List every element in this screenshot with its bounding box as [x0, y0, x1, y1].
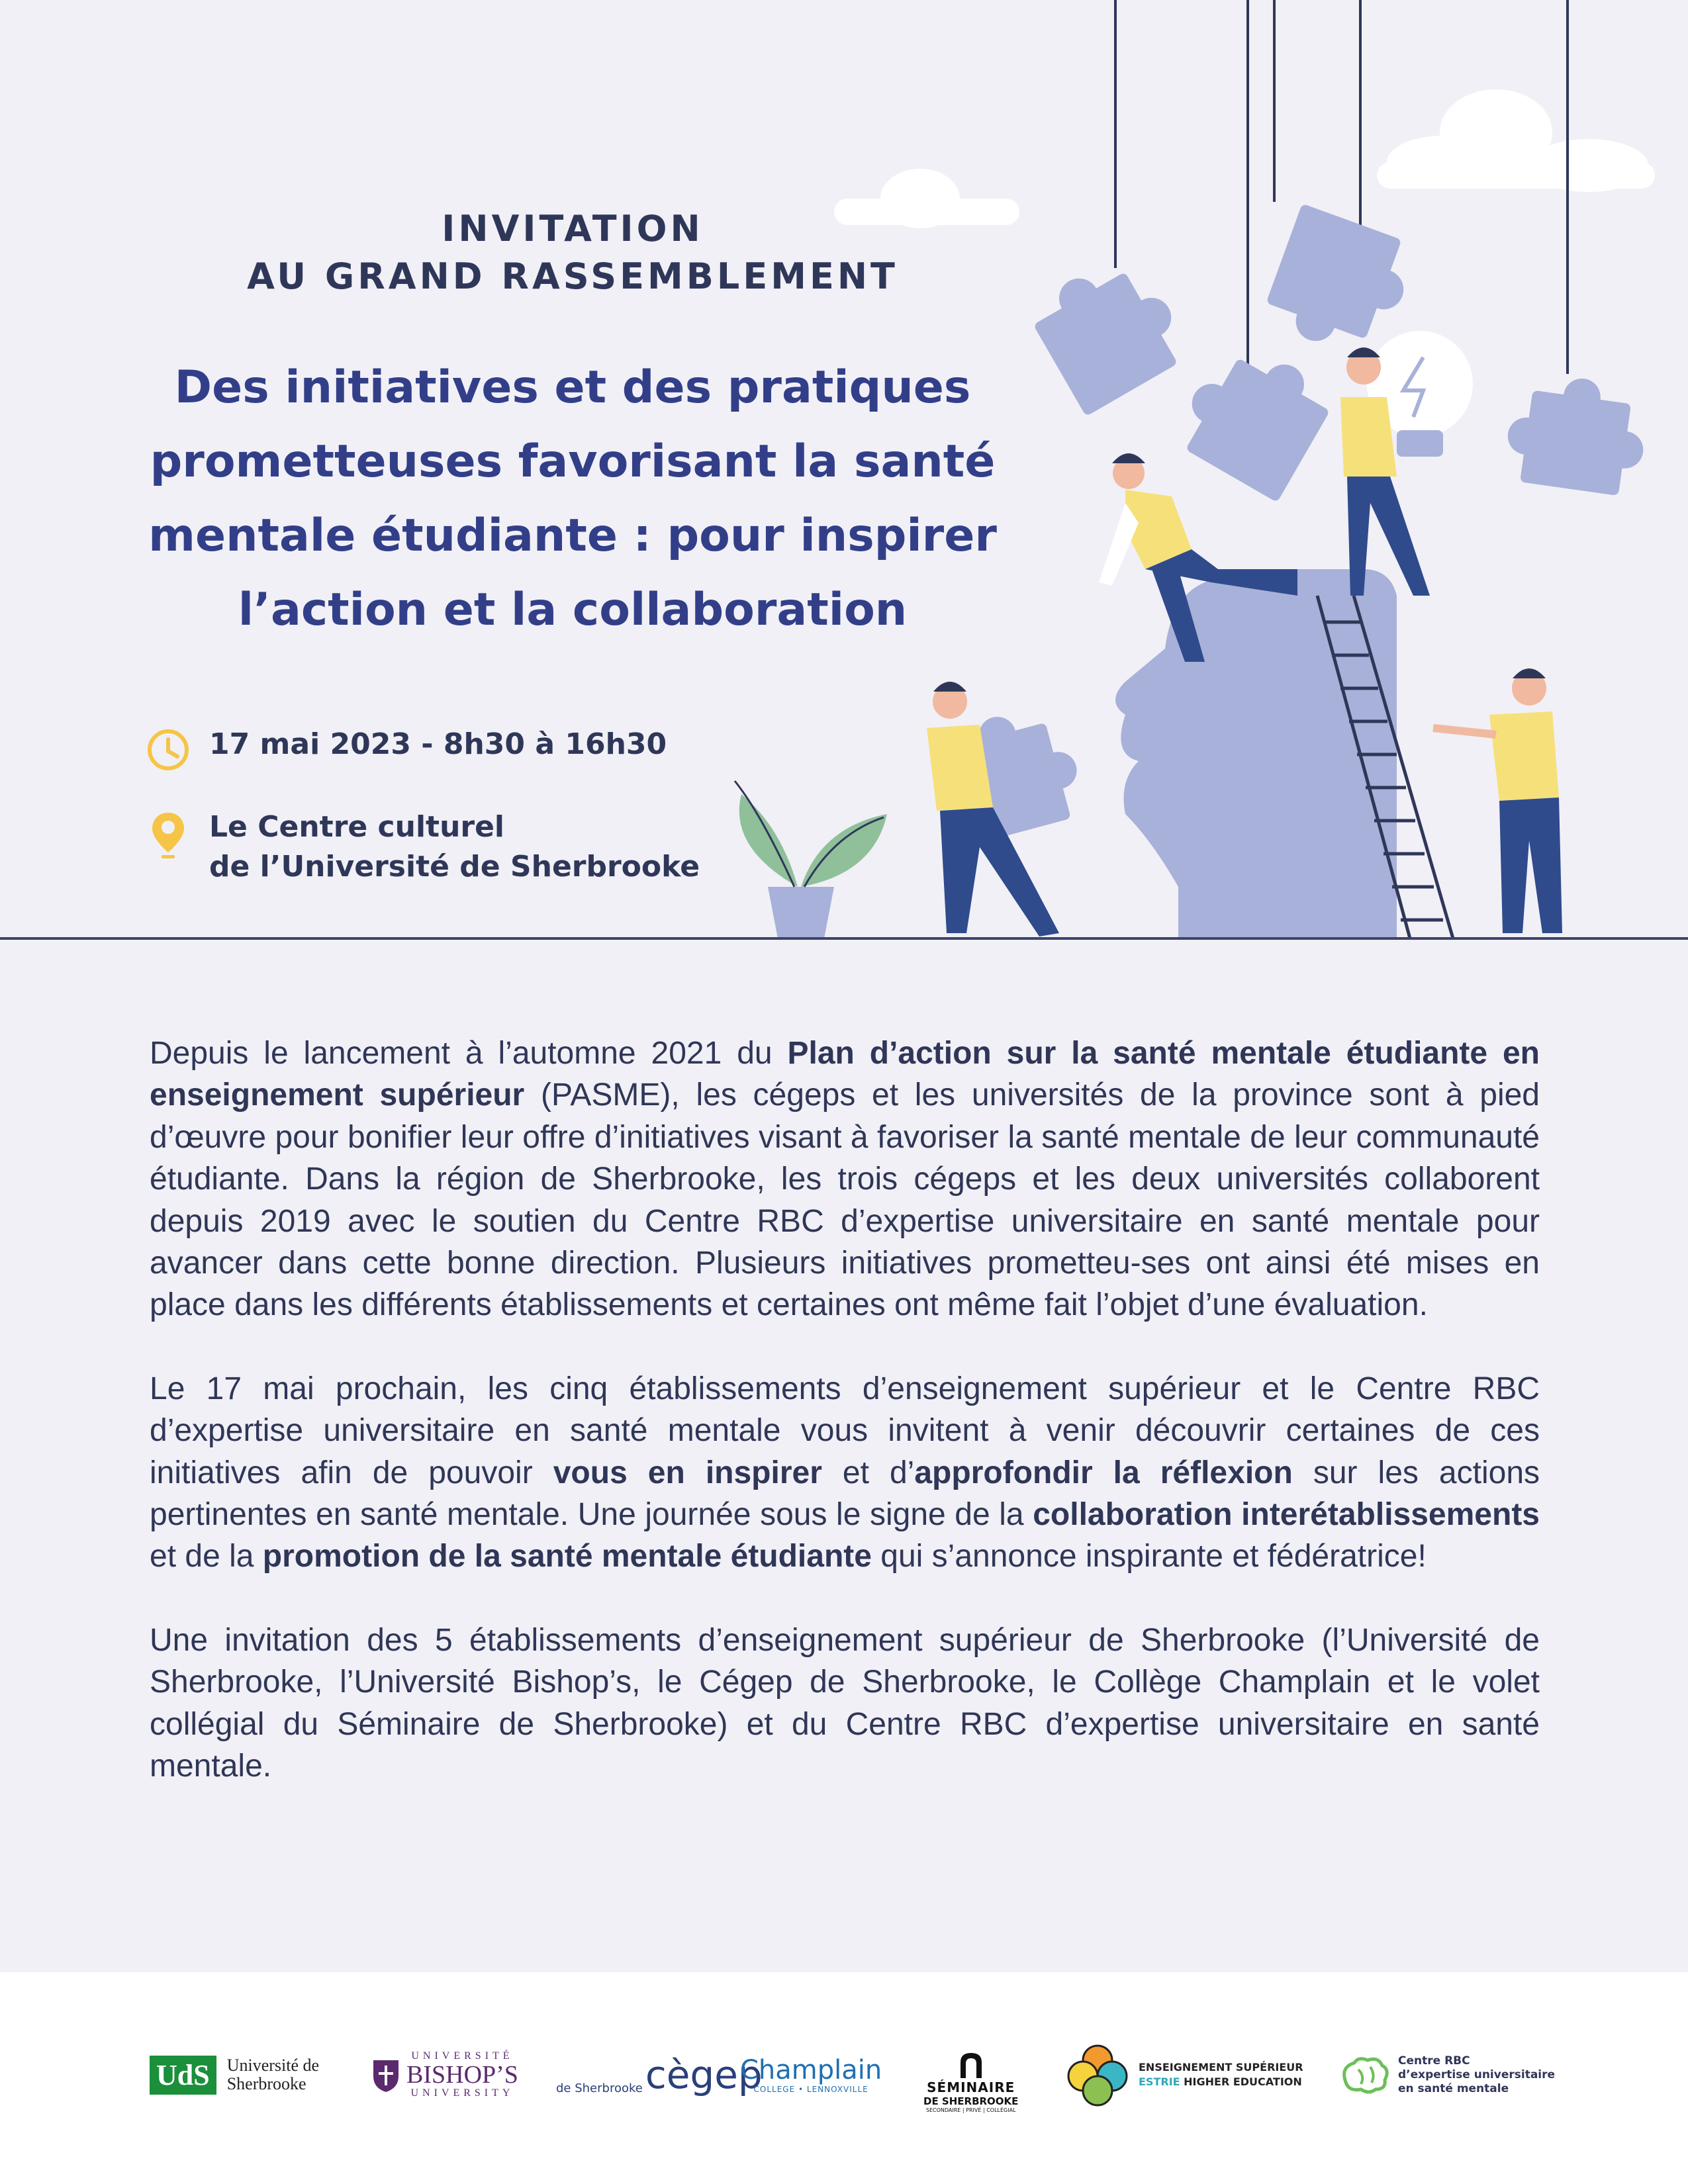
emphasis-promotion: promotion de la santé mentale étudiante	[262, 1539, 872, 1574]
bishops-top: UNIVERSITÉ	[411, 2050, 514, 2062]
text-run: et de la	[150, 1539, 263, 1574]
text-run: Depuis le lancement à l’automne 2021 du	[150, 1036, 788, 1071]
invitation-kicker	[152, 205, 993, 300]
estrie-flower-icon	[1064, 2042, 1131, 2108]
event-date: 17 mai 2023 - 8h30 à 16h30	[209, 727, 667, 761]
seminaire-line2: DE SHERBROOKE	[923, 2095, 1019, 2107]
cegep-small: de Sherbrooke	[556, 2081, 643, 2095]
bishops-wordmark	[406, 2050, 518, 2099]
uds-name-line: Université de	[226, 2056, 320, 2075]
plant-icon	[735, 781, 887, 938]
estrie-line1: ENSEIGNEMENT SUPÉRIEUR	[1139, 2061, 1303, 2073]
logo-seminaire-de-sherbrooke	[923, 2032, 1018, 2131]
invitation-body	[150, 1032, 1540, 1829]
divider	[0, 937, 1688, 940]
clock-icon	[147, 725, 193, 778]
event-venue	[147, 807, 700, 887]
rbc-line: en santé mentale	[1398, 2081, 1509, 2095]
uds-name	[227, 2056, 319, 2093]
title-line: Des initiatives et des pratiques	[174, 361, 971, 414]
text-run: (PASME), les cégeps et les universités de la province sont à pied d’œuvre pour bonifier leur offre d’initiatives visant à favoriser la santé mentale de leur communauté étudiante. Dans la région de Sherbrooke, les trois cégeps et les deux universités collaborent depuis 2019 avec le soutien du Centre RBC d’expertise universitaire en santé mentale pour avancer dans cette bonne direction. Plusieurs initiatives prometteu-ses ont ainsi été mises en place dans les différents établissements et certaines ont même fait l’objet d’une évaluation.	[150, 1077, 1540, 1323]
kicker-line: INVITATION	[442, 208, 704, 250]
page-title	[132, 351, 1013, 647]
logo-bishops-university	[371, 2045, 518, 2105]
venue-line: Le Centre culturel	[209, 810, 505, 844]
emphasis-collaboration: collaboration interétablissements	[1033, 1497, 1540, 1533]
bishops-name: BISHOP’S	[406, 2061, 518, 2089]
rbc-brain-icon	[1338, 2054, 1391, 2096]
paragraph-hosts: Une invitation des 5 établissements d’enseignement supérieur de Sherbrooke (l’Université de Sherbrooke, l’Université Bishop’s, le Cégep de Sherbrooke, le Collège Champlain et le volet collégial du Séminaire de Sherbrooke) et du Centre RBC d’expertise universitaire en santé mentale.	[150, 1622, 1540, 1784]
bishops-bottom: UNIVERSITY	[410, 2087, 514, 2099]
venue-line: de l’Université de Sherbrooke	[209, 850, 700, 884]
text-run: Le 17 mai prochain, les cinq établissements d’enseignement supérieur et le Centre RBC d’expertise universitaire en santé mentale vous invitent à venir découvrir certaines de ces initiatives afin de pouvoir	[150, 1371, 1540, 1490]
paragraph-context	[150, 1032, 1540, 1326]
logo-cegep-de-sherbrooke	[556, 2045, 763, 2105]
title-line: mentale étudiante : pour inspirer	[148, 510, 997, 562]
text-run: sur les actions pertinentes en santé mentale. Une journée sous le signe de la	[150, 1455, 1540, 1533]
emphasis-pasme: Plan d’action sur la santé mentale étudiante en enseignement supérieur	[150, 1036, 1540, 1113]
estrie-wordmark	[1139, 2060, 1303, 2089]
text-run: qui s’annonce inspirante et fédératrice!	[871, 1539, 1427, 1574]
emphasis-reflection: approfondir la réflexion	[914, 1455, 1293, 1490]
estrie-line2	[1139, 2075, 1303, 2089]
champlain-wordmark	[740, 2056, 882, 2094]
seminaire-sub: SECONDAIRE | PRIVÉ | COLLÉGIAL	[925, 2107, 1016, 2113]
rbc-line: Centre RBC	[1398, 2054, 1470, 2068]
logo-enseignement-superieur-estrie	[1064, 2038, 1303, 2111]
uds-name-line: Sherbrooke	[226, 2074, 306, 2093]
estrie-word: ESTRIE	[1139, 2075, 1180, 2088]
bishops-crest-icon	[371, 2056, 401, 2093]
champlain-name: Champlain	[740, 2055, 882, 2085]
rbc-wordmark	[1398, 2054, 1555, 2096]
text-run: et d’	[821, 1455, 915, 1490]
title-line: prometteuses favorisant la santé	[150, 435, 996, 488]
event-datetime	[147, 725, 667, 778]
event-location	[209, 807, 700, 887]
cegep-name: cègep	[645, 2052, 763, 2097]
logo-centre-rbc	[1338, 2045, 1555, 2105]
kicker-line: AU GRAND RASSEMBLEMENT	[247, 255, 898, 297]
location-pin-icon	[147, 807, 193, 860]
logo-universite-de-sherbrooke	[150, 2045, 319, 2105]
estrie-higher-ed: HIGHER EDUCATION	[1180, 2075, 1302, 2088]
logo-champlain-college	[740, 2045, 882, 2105]
paragraph-invitation	[150, 1368, 1540, 1578]
champlain-sub: COLLEGE • LENNOXVILLE	[753, 2085, 868, 2094]
title-line: l’action et la collaboration	[238, 584, 908, 636]
seminaire-arch-icon	[958, 2050, 984, 2079]
seminaire-line1: SÉMINAIRE	[927, 2079, 1015, 2095]
emphasis-inspire: vous en inspirer	[553, 1455, 822, 1490]
uds-mark: UdS	[150, 2056, 216, 2095]
rbc-line: d’expertise universitaire	[1398, 2068, 1556, 2081]
